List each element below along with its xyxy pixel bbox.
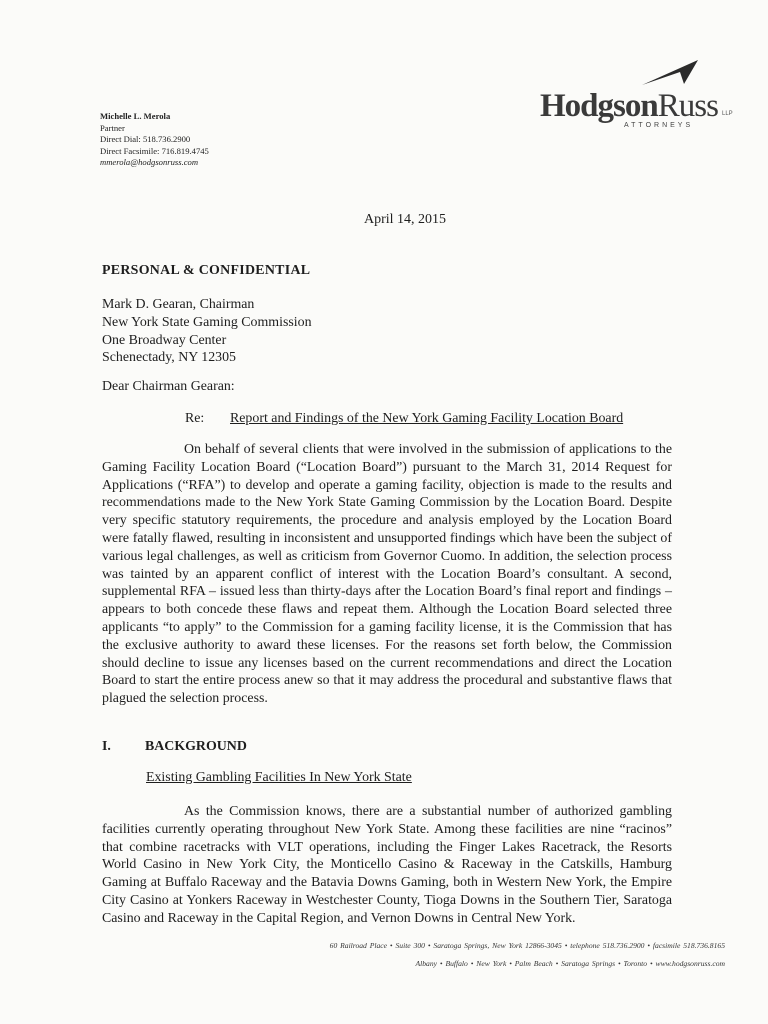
recipient-line-2: New York State Gaming Commission	[102, 314, 312, 330]
salutation: Dear Chairman Gearan:	[102, 379, 235, 394]
sender-email: mmerola@hodgsonruss.com	[100, 157, 199, 168]
footer-offices: Albany • Buffalo • New York • Palm Beach • Saratoga Springs • Toronto • www.hodgsonruss.com	[415, 959, 725, 968]
sender-direct-fax: Direct Facsimile: 716.819.4745	[100, 145, 209, 156]
logo-word-russ: Russ	[657, 88, 718, 124]
sender-title: Partner	[100, 122, 125, 133]
subheading: Existing Gambling Facilities In New York State	[146, 770, 412, 785]
body-paragraph-1: On behalf of several clients that were involved in the submission of applications to the Gaming Facility Location Board (“Location Board”) pursuant to the March 31, 2014 Request for Applications (“RFA”) to develop and operate a gaming facility, objection is made to the results and recommendations made to the New York State Gaming Commission by the Location Board. Despite very specific statutory requirements, the procedure and analysis employed by the Location Board were fatally flawed, resulting in inconsistent and unsupported findings which have been the subject of various legal challenges, as well as criticism from Governor Cuomo. In addition, the selection process was tainted by an apparent conflict of interest with the Location Board’s consultant. A second, supplemental RFA – issued less than thirty-days after the Location Board’s final report and findings – appears to both concede these flaws and repeat them. Although the Location Board selected three applicants “to apply” to the Commission for a gaming facility license, it is the Commission that has the exclusive authority to award these licenses. For the reasons set forth below, the Commission should decline to issue any licenses based on the current recommendations and direct the Location Board to start the entire process anew so that it may address the procedural and substantive flaws that plagued the selection process.	[102, 442, 672, 707]
recipient-address	[102, 296, 672, 367]
re-label: Re:	[185, 411, 205, 426]
logo-word-hodgson: Hodgson	[540, 88, 658, 124]
re-subject: Report and Findings of the New York Gaming Facility Location Board	[230, 411, 624, 426]
sender-name: Michelle L. Merola	[100, 111, 171, 121]
logo-tagline: ATTORNEYS	[624, 122, 694, 129]
firm-logo	[540, 58, 740, 138]
recipient-line-3: One Broadway Center	[102, 332, 227, 348]
re-line	[185, 411, 623, 427]
recipient-line-1: Mark D. Gearan, Chairman	[102, 297, 255, 312]
letter-date: April 14, 2015	[364, 212, 447, 227]
logo-wordmark	[540, 88, 718, 125]
footer-address: 60 Railroad Place • Suite 300 • Saratoga Springs, New York 12866-3045 • telephone 518.736.2900 • facsimile 518.736.8165	[329, 941, 725, 950]
section-heading	[102, 738, 672, 756]
body-paragraph-2: As the Commission knows, there are a substantial number of authorized gambling facilities currently operating throughout New York State. Among these facilities are nine “racinos” that combine racetracks with VLT operations, including the Finger Lakes Racetrack, the Resorts World Casino in New York City, the Monticello Casino & Raceway in the Catskills, Hamburg Gaming at Buffalo Raceway and the Batavia Downs Gaming, both in Western New York, the Empire City Casino at Yonkers Raceway in Westchester County, Tioga Downs in the Southern Tier, Saratoga Casino and Raceway in the Capital Region, and Vernon Downs in Central New York.	[102, 804, 672, 926]
logo-llp: LLP	[722, 111, 733, 117]
section-number: I.	[102, 739, 111, 754]
logo-wing-icon	[640, 58, 700, 88]
sender-direct-dial: Direct Dial: 518.736.2900	[100, 134, 191, 145]
section-title: BACKGROUND	[145, 739, 247, 754]
sender-block	[100, 111, 209, 169]
confidential-notice: PERSONAL & CONFIDENTIAL	[102, 263, 311, 278]
recipient-line-4: Schenectady, NY 12305	[102, 350, 236, 366]
